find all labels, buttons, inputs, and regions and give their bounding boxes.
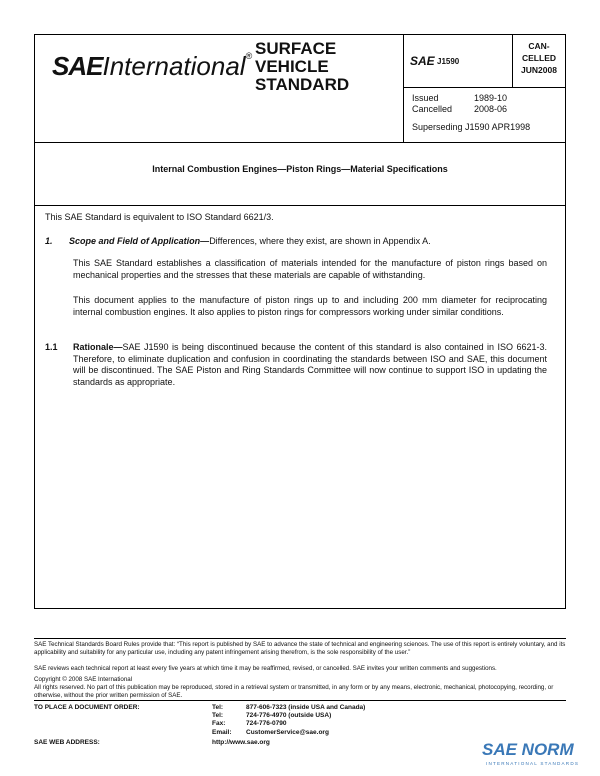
tel-value: 724-776-4970 (outside USA) bbox=[246, 712, 332, 720]
cancelled-label: Cancelled bbox=[412, 104, 453, 114]
tel-label: Tel: bbox=[212, 704, 224, 711]
footer-copyright: Copyright © 2008 SAE International bbox=[34, 676, 133, 683]
cancel-line: CAN- bbox=[528, 41, 550, 51]
standard-line: STANDARD bbox=[255, 75, 350, 94]
doc-sae-mark: SAE bbox=[410, 54, 435, 68]
standard-line: VEHICLE bbox=[255, 57, 329, 76]
paragraph: This SAE Standard establishes a classification of materials intended for the manufacture of piston rings based on mechanical properties and the stresses that these materials are capable of withstanding. bbox=[73, 258, 547, 280]
divider bbox=[34, 700, 566, 701]
tel-value: 877-606-7323 (inside USA and Canada) bbox=[246, 704, 366, 711]
intro-text: This SAE Standard is equivalent to ISO Standard 6621/3. bbox=[45, 212, 274, 222]
contact-values bbox=[246, 704, 365, 737]
standard-type bbox=[255, 40, 349, 94]
section-1-heading bbox=[45, 236, 547, 248]
email-link[interactable]: CustomerService@sae.org bbox=[246, 728, 329, 736]
tel-label: Tel: bbox=[212, 712, 224, 720]
footer-rights: All rights reserved. No part of this publication may be reproduced, stored in a retrieval system or transmitted, in any form or by any means, electronic, mechanical, photocopying, recording, or otherwise, without the prior written permission of SAE. bbox=[34, 684, 554, 699]
footer-rules: SAE Technical Standards Board Rules provide that: “This report is published by SAE to advance the state of technical and engineering sciences. The use of this report is entirely voluntary, and its applicability and suitability for any particular use, including any patent infringement arising therefrom, is the sole responsibility of the user.” bbox=[34, 641, 566, 656]
divider bbox=[403, 87, 566, 88]
cancel-line: CELLED bbox=[522, 53, 556, 63]
issued-value: 1989-10 bbox=[474, 93, 508, 103]
paragraph: This document applies to the manufacture of piston rings up to and including 200 mm diameter for reciprocating internal combustion engines. It also applies to piston rings for compressors working under similar conditions. bbox=[73, 295, 547, 317]
web-link[interactable]: http://www.sae.org bbox=[212, 739, 270, 746]
footer-review: SAE reviews each technical report at least every five years at which time it may be reaffirmed, revised, or cancelled. SAE invites your written comments and suggestions. bbox=[34, 665, 497, 672]
divider bbox=[34, 205, 566, 206]
cancelled-badge bbox=[514, 40, 564, 76]
section-number: 1.1 bbox=[45, 342, 58, 352]
fax-value: 724-776-0790 bbox=[246, 720, 287, 728]
superseding: Superseding J1590 APR1998 bbox=[412, 122, 531, 132]
logo-sae: SAE bbox=[52, 51, 103, 81]
divider bbox=[34, 638, 566, 639]
logo-trademark: ® bbox=[245, 51, 253, 61]
divider bbox=[34, 142, 566, 143]
logo-international: International bbox=[102, 51, 246, 81]
section-title: Scope and Field of Application— bbox=[69, 236, 210, 246]
section-title: Rationale— bbox=[73, 342, 123, 352]
sae-norm-logo: SAE NORM bbox=[482, 740, 574, 759]
document-title: Internal Combustion Engines—Piston Rings—Material Specifications bbox=[152, 164, 448, 174]
fax-label: Fax: bbox=[212, 720, 226, 728]
divider bbox=[403, 34, 404, 142]
section-text: Differences, where they exist, are shown in Appendix A. bbox=[209, 236, 431, 246]
sae-norm-tagline: INTERNATIONAL STANDARDS bbox=[486, 761, 580, 766]
order-label: TO PLACE A DOCUMENT ORDER: bbox=[34, 704, 140, 711]
cancelled-value: 2008-06 bbox=[474, 104, 508, 114]
section-number: 1. bbox=[45, 236, 53, 246]
email-label: Email: bbox=[212, 728, 232, 736]
issue-dates bbox=[412, 93, 507, 115]
doc-number: J1590 bbox=[437, 57, 460, 66]
issued-label: Issued bbox=[412, 93, 439, 103]
web-label: SAE WEB ADDRESS: bbox=[34, 739, 100, 746]
sae-logo bbox=[52, 51, 252, 82]
section-text: SAE J1590 is being discontinued because the content of this standard is also contained in ISO 6621-3. Therefore, to eliminate duplication and confusion in coordinating the standards between ISO and SAE, this document will be discontinued. The SAE Piston and Ring Standards Committee will now continue to support ISO in updating the standards as appropriate. bbox=[73, 342, 547, 387]
divider bbox=[512, 34, 513, 87]
section-1-1-text bbox=[73, 342, 547, 388]
header-frame bbox=[34, 34, 566, 609]
standard-line: SURFACE bbox=[255, 39, 337, 58]
cancel-line: JUN2008 bbox=[521, 65, 557, 75]
contact-labels bbox=[212, 704, 232, 737]
